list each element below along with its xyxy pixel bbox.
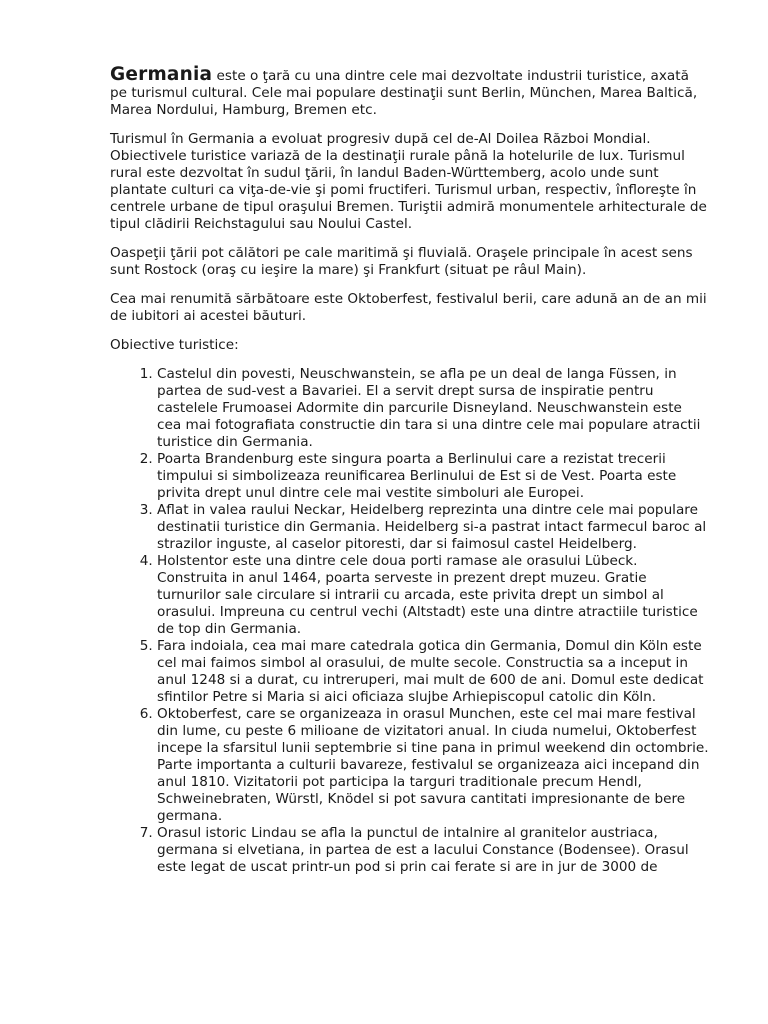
paragraph-travel: Oaspeţii ţării pot călători pe cale maritimă şi fluvială. Oraşele principale în acest sens sunt Rostock (oraş cu ieşire la mare) şi Frankfurt (situat pe râul Main). xyxy=(110,245,693,278)
paragraph-tourism-evolution: Turismul în Germania a evoluat progresiv după cel de-Al Doilea Război Mondial. Obiectivele turistice variază de la destinaţii rurale până la hotelurile de lux. Turismul rural este dezvoltat în sudul ţării, în landul Baden-Württemberg, acolo unde sunt plantate culturi ca viţa-de-vie şi pomi fructiferi. Turismul urban, respectiv, înfloreşte în centrele urbane de tipul oraşului Bremen. Turiştii admiră monumentele arhitecturale de tipul clădirii Reichstagului sau Noului Castel. xyxy=(110,131,707,232)
intro-text: este o ţară cu una dintre cele mai dezvoltate industrii turistice, axată pe turismul cultural. Cele mai populare destinaţii sunt Berlin, München, Marea Baltică, Marea Nordului, Hamburg, Bremen etc. xyxy=(110,68,698,118)
list-item: 3. Aflat in valea raului Neckar, Heidelberg reprezinta una dintre cele mai populare destinatii turistice din Germania. Heidelberg si-a pastrat intact farmecul baroc al strazilor inguste, al caselor pitoresti, dar si faimosul castel Heidelberg. xyxy=(157,502,710,553)
list-item: 4. Holstentor este una dintre cele doua porti ramase ale orasului Lübeck. Construita in anul 1464, poarta serveste in prezent drept muzeu. Gratie turnurilor sale circulare si intrarii cu arcada, este privita drept un simbol al orasului. Impreuna cu centrul vechi (Altstadt) este una dintre atractiile turistice de top din Germania. xyxy=(157,553,710,638)
objectives-heading: Obiective turistice: xyxy=(110,337,239,353)
objectives-list xyxy=(110,366,710,876)
list-item: 1. Castelul din povesti, Neuschwanstein, se afla pe un deal de langa Füssen, in partea de sud-vest a Bavariei. El a servit drept sursa de inspiratie pentru castelele Frumoasei Adormite din parcurile Disneyland. Neuschwanstein este cea mai fotografiata constructie din tara si una dintre cele mai populare atractii turistice din Germania. xyxy=(157,366,710,451)
list-item: 2. Poarta Brandenburg este singura poarta a Berlinului care a rezistat trecerii timpului si simbolizeaza reunificarea Berlinului de Est si de Vest. Poarta este privita drept unul dintre cele mai vestite simboluri ale Europei. xyxy=(157,451,710,502)
list-item: 7. Orasul istoric Lindau se afla la punctul de intalnire al granitelor austriaca, germana si elvetiana, in partea de est a lacului Constance (Bodensee). Orasul este legat de uscat printr-un pod si prin cai ferate si are in jur de 3000 de xyxy=(157,825,710,876)
document-page xyxy=(110,66,710,876)
intro-paragraph xyxy=(110,66,710,119)
paragraph-oktoberfest: Cea mai renumită sărbătoare este Oktoberfest, festivalul berii, care adună an de an mii de iubitori ai acestei băuturi. xyxy=(110,291,707,324)
intro-title: Germania xyxy=(110,64,213,85)
list-item: 5. Fara indoiala, cea mai mare catedrala gotica din Germania, Domul din Köln este cel mai faimos simbol al orasului, de multe secole. Constructia sa a inceput in anul 1248 si a durat, cu intreruperi, mai mult de 600 de ani. Domul este dedicat sfintilor Petre si Maria si aici oficiaza slujbe Arhiepiscopul catolic din Köln. xyxy=(157,638,710,706)
list-item: 6. Oktoberfest, care se organizeaza in orasul Munchen, este cel mai mare festival din lume, cu peste 6 milioane de vizitatori anual. In ciuda numelui, Oktoberfest incepe la sfarsitul lunii septembrie si tine pana in primul weekend din octombrie. Parte importanta a culturii bavareze, festivalul se organizeaza aici incepand din anul 1810. Vizitatorii pot participa la targuri traditionale precum Hendl, Schweinebraten, Würstl, Knödel si pot savura cantitati impresionante de bere germana. xyxy=(157,706,710,825)
